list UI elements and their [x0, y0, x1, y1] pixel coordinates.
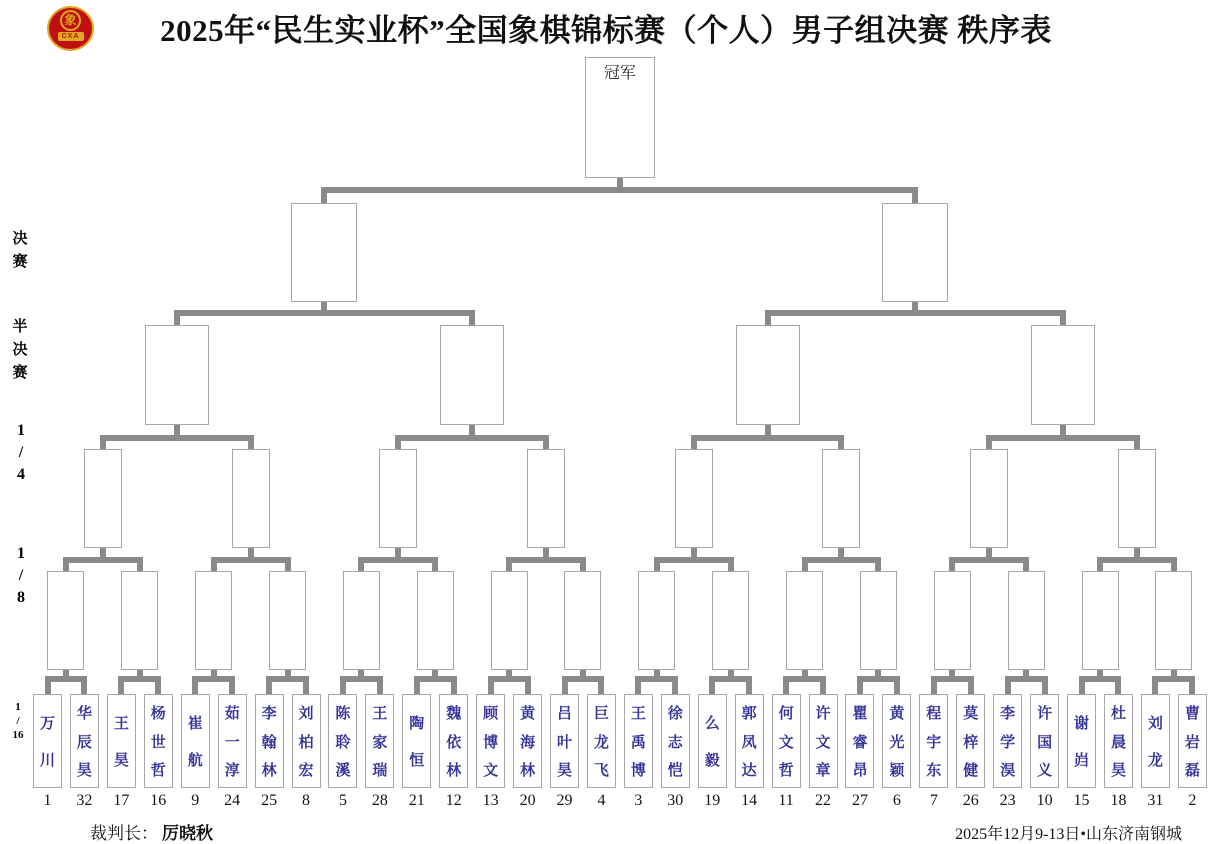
connector-stub: [802, 670, 808, 676]
connector-stub: [875, 563, 881, 571]
seed-number: 28: [371, 792, 388, 809]
connector-stub: [765, 425, 771, 435]
connector-horizontal: [765, 310, 1066, 316]
connector-stub: [1152, 682, 1158, 694]
connector-stub: [912, 302, 918, 310]
round-of-16-box: [712, 571, 749, 670]
connector-stub: [248, 548, 254, 557]
player-name: 谢 岿: [1074, 715, 1090, 770]
connector-stub: [1189, 682, 1195, 694]
seed-number: 8: [302, 792, 310, 809]
seed-number: 11: [778, 792, 794, 809]
player-name: 巨 龙 飞: [593, 706, 609, 779]
quarterfinal-box: [379, 449, 417, 548]
round-of-16-box: [1082, 571, 1119, 670]
connector-stub: [617, 178, 623, 187]
referee-label: 裁判长：: [90, 824, 158, 843]
player-box: [402, 694, 431, 788]
connector-stub: [543, 441, 549, 449]
connector-stub: [248, 441, 254, 449]
seed-number: 23: [999, 792, 1016, 809]
player-box: [292, 694, 321, 788]
player-box: [735, 694, 764, 788]
player-box: [107, 694, 136, 788]
player-name: 郭 凤 达: [741, 706, 757, 779]
round-label-round-of-32: 1 / 16: [12, 701, 24, 741]
connector-stub: [986, 441, 992, 449]
connector-stub: [469, 425, 475, 435]
player-name: 崔 航: [187, 715, 203, 770]
player-name: 程 宇 东: [926, 706, 942, 779]
connector-stub: [63, 563, 69, 571]
semifinal-box: [736, 325, 800, 425]
event-info: 2025年12月9-13日•山东济南钢城: [955, 826, 1182, 843]
connector-stub: [746, 682, 752, 694]
connector-stub: [303, 682, 309, 694]
player-name: 王 昊: [113, 715, 129, 770]
round-of-16-box: [47, 571, 84, 670]
quarterfinal-box: [822, 449, 860, 548]
connector-stub: [1097, 670, 1103, 676]
player-box: [33, 694, 62, 788]
connector-stub: [672, 682, 678, 694]
connector-stub: [266, 682, 272, 694]
player-name: 李 学 淏: [1000, 706, 1016, 779]
connector-horizontal: [654, 557, 734, 563]
seed-number: 9: [191, 792, 200, 809]
referee-name: 厉晓秋: [162, 824, 213, 843]
connector-horizontal: [802, 557, 882, 563]
connector-stub: [838, 441, 844, 449]
round-of-16-box: [1155, 571, 1192, 670]
connector-stub: [931, 682, 937, 694]
seed-number: 10: [1036, 792, 1053, 809]
round-of-16-box: [195, 571, 232, 670]
player-name: 杜 晨 昊: [1110, 706, 1126, 779]
connector-stub: [1097, 563, 1103, 571]
connector-horizontal: [358, 557, 438, 563]
seed-number: 14: [741, 792, 758, 809]
player-box: [70, 694, 99, 788]
player-name: 徐 志 恺: [667, 706, 683, 779]
seed-number: 7: [929, 792, 938, 809]
final-box: [291, 203, 357, 302]
player-box: [144, 694, 173, 788]
connector-stub: [1042, 682, 1048, 694]
player-name: 王 家 瑞: [372, 706, 388, 779]
xiangqi-piece-icon: 象: [60, 10, 81, 31]
connector-stub: [100, 441, 106, 449]
round-label-final: 决 赛: [12, 231, 28, 270]
seed-number: 17: [113, 792, 130, 809]
connector-stub: [525, 682, 531, 694]
connector-stub: [414, 682, 420, 694]
connector-stub: [63, 670, 69, 676]
player-box: [476, 694, 505, 788]
player-box: [1030, 694, 1059, 788]
seed-number: 3: [634, 792, 643, 809]
round-of-16-box: [491, 571, 528, 670]
connector-horizontal: [395, 435, 549, 441]
round-of-16-box: [564, 571, 601, 670]
player-box: [365, 694, 394, 788]
connector-stub: [321, 302, 327, 310]
player-name: 刘 龙: [1147, 715, 1163, 770]
player-name: 瞿 睿 昂: [852, 706, 868, 779]
player-name: 顾 博 文: [483, 706, 499, 779]
champion-box: [585, 57, 655, 178]
page-title: 2025年“民生实业杯”全国象棋锦标赛（个人）男子组决赛 秩序表: [160, 13, 1052, 48]
connector-stub: [562, 682, 568, 694]
connector-stub: [912, 193, 918, 203]
round-of-16-box: [1008, 571, 1045, 670]
semifinal-box: [440, 325, 504, 425]
connector-stub: [691, 548, 697, 557]
connector-stub: [728, 563, 734, 571]
seed-number: 4: [597, 792, 606, 809]
connector-stub: [635, 682, 641, 694]
round-of-16-box: [638, 571, 675, 670]
connector-stub: [432, 670, 438, 676]
connector-stub: [1134, 548, 1140, 557]
player-box: [845, 694, 874, 788]
connector-horizontal: [949, 557, 1029, 563]
connector-stub: [1134, 441, 1140, 449]
connector-stub: [654, 670, 660, 676]
player-box: [698, 694, 727, 788]
connector-stub: [285, 670, 291, 676]
connector-stub: [765, 316, 771, 325]
connector-stub: [1023, 563, 1029, 571]
quarterfinal-box: [675, 449, 713, 548]
connector-stub: [709, 682, 715, 694]
connector-stub: [894, 682, 900, 694]
quarterfinal-box: [232, 449, 270, 548]
connector-stub: [211, 670, 217, 676]
seed-number: 2: [1188, 792, 1197, 809]
connector-horizontal: [1097, 557, 1177, 563]
semifinal-box: [145, 325, 209, 425]
seed-number: 18: [1110, 792, 1127, 809]
connector-stub: [1115, 682, 1121, 694]
connector-horizontal: [63, 557, 143, 563]
player-name: 吕 叶 昊: [557, 706, 573, 779]
connector-stub: [469, 316, 475, 325]
connector-stub: [1060, 425, 1066, 435]
connector-stub: [580, 563, 586, 571]
player-name: 陶 恒: [409, 715, 425, 770]
connector-stub: [488, 682, 494, 694]
connector-stub: [395, 441, 401, 449]
round-of-16-box: [417, 571, 454, 670]
player-box: [255, 694, 284, 788]
player-name: 华 辰 昊: [76, 706, 92, 779]
semifinal-box: [1031, 325, 1095, 425]
player-name: 茹 一 淳: [224, 706, 240, 779]
connector-stub: [118, 682, 124, 694]
player-box: [1141, 694, 1170, 788]
player-box: [993, 694, 1022, 788]
connector-stub: [783, 682, 789, 694]
player-box: [181, 694, 210, 788]
seed-number: 16: [150, 792, 167, 809]
connector-stub: [45, 682, 51, 694]
connector-stub: [137, 563, 143, 571]
round-of-16-box: [343, 571, 380, 670]
connector-stub: [377, 682, 383, 694]
player-name: 李 翰 林: [261, 706, 277, 779]
connector-stub: [506, 670, 512, 676]
seed-number: 29: [556, 792, 573, 809]
player-name: 许 文 章: [815, 706, 831, 779]
player-name: 何 文 哲: [778, 706, 794, 779]
connector-stub: [174, 316, 180, 325]
connector-stub: [358, 670, 364, 676]
player-name: 曹 岩 磊: [1184, 706, 1200, 779]
connector-stub: [340, 682, 346, 694]
connector-stub: [174, 425, 180, 435]
round-of-16-box: [934, 571, 971, 670]
connector-stub: [285, 563, 291, 571]
player-name: 万 川: [39, 715, 55, 770]
champion-label: 冠军: [603, 65, 636, 82]
player-name: 莫 梓 健: [963, 706, 979, 779]
player-box: [439, 694, 468, 788]
player-box: [1067, 694, 1096, 788]
round-label-round-of-16: 1 / 8: [17, 545, 25, 606]
referee-line: [90, 819, 213, 844]
player-box: [956, 694, 985, 788]
seed-number: 24: [224, 792, 241, 809]
connector-stub: [580, 670, 586, 676]
connector-stub: [432, 563, 438, 571]
connector-stub: [100, 548, 106, 557]
seed-number: 12: [445, 792, 462, 809]
final-box: [882, 203, 948, 302]
seed-number: 1: [43, 792, 52, 809]
connector-horizontal: [506, 557, 586, 563]
player-name: 魏 依 林: [446, 706, 462, 779]
connector-stub: [506, 563, 512, 571]
player-box: [587, 694, 616, 788]
quarterfinal-box: [1118, 449, 1156, 548]
player-box: [624, 694, 653, 788]
connector-horizontal: [100, 435, 254, 441]
player-box: [1104, 694, 1133, 788]
connector-stub: [968, 682, 974, 694]
player-box: [919, 694, 948, 788]
connector-stub: [321, 193, 327, 203]
player-name: 么 毅: [704, 715, 720, 770]
connector-stub: [192, 682, 198, 694]
connector-stub: [395, 548, 401, 557]
player-box: [218, 694, 247, 788]
connector-stub: [654, 563, 660, 571]
player-name: 杨 世 哲: [150, 706, 166, 779]
player-name: 王 禹 博: [630, 706, 646, 779]
seed-number: 30: [667, 792, 684, 809]
round-of-16-box: [860, 571, 897, 670]
seed-number: 13: [482, 792, 499, 809]
seed-number: 25: [261, 792, 278, 809]
connector-stub: [229, 682, 235, 694]
connector-stub: [81, 682, 87, 694]
connector-horizontal: [174, 310, 475, 316]
connector-horizontal: [211, 557, 291, 563]
connector-stub: [1171, 670, 1177, 676]
seed-number: 21: [408, 792, 425, 809]
cxa-logo-text: CXA: [58, 32, 84, 41]
seed-number: 31: [1147, 792, 1164, 809]
seed-number: 6: [892, 792, 901, 809]
quarterfinal-box: [970, 449, 1008, 548]
connector-stub: [857, 682, 863, 694]
connector-stub: [802, 563, 808, 571]
connector-horizontal: [691, 435, 845, 441]
connector-stub: [949, 670, 955, 676]
connector-stub: [358, 563, 364, 571]
connector-stub: [155, 682, 161, 694]
connector-stub: [875, 670, 881, 676]
quarterfinal-box: [84, 449, 122, 548]
seed-number: 22: [815, 792, 832, 809]
seed-number: 27: [851, 792, 868, 809]
connector-stub: [211, 563, 217, 571]
player-box: [513, 694, 542, 788]
player-name: 陈 聆 溪: [335, 706, 351, 779]
seed-number: 19: [704, 792, 721, 809]
seed-number: 15: [1073, 792, 1090, 809]
seed-number: 26: [962, 792, 979, 809]
player-name: 黄 海 林: [520, 706, 536, 779]
round-label-semifinal: 半 决 赛: [12, 319, 28, 381]
connector-stub: [1171, 563, 1177, 571]
round-label-quarterfinal: 1 / 4: [17, 422, 25, 483]
connector-stub: [598, 682, 604, 694]
seed-number: 32: [76, 792, 93, 809]
connector-stub: [820, 682, 826, 694]
player-box: [328, 694, 357, 788]
connector-horizontal: [321, 187, 918, 193]
connector-stub: [137, 670, 143, 676]
round-of-16-box: [121, 571, 158, 670]
connector-stub: [838, 548, 844, 557]
connector-stub: [691, 441, 697, 449]
round-of-16-box: [786, 571, 823, 670]
connector-stub: [1005, 682, 1011, 694]
player-name: 黄 光 颖: [889, 706, 905, 779]
player-name: 刘 柏 宏: [298, 706, 314, 779]
player-name: 许 国 义: [1037, 706, 1053, 779]
player-box: [809, 694, 838, 788]
connector-stub: [986, 548, 992, 557]
connector-stub: [1079, 682, 1085, 694]
player-box: [772, 694, 801, 788]
player-box: [882, 694, 911, 788]
connector-horizontal: [986, 435, 1140, 441]
seed-number: 5: [338, 792, 347, 809]
connector-stub: [1060, 316, 1066, 325]
seed-number: 20: [519, 792, 536, 809]
connector-stub: [451, 682, 457, 694]
player-box: [661, 694, 690, 788]
round-of-16-box: [269, 571, 306, 670]
player-box: [550, 694, 579, 788]
player-box: [1178, 694, 1207, 788]
connector-stub: [728, 670, 734, 676]
quarterfinal-box: [527, 449, 565, 548]
connector-stub: [1023, 670, 1029, 676]
connector-stub: [949, 563, 955, 571]
connector-stub: [543, 548, 549, 557]
